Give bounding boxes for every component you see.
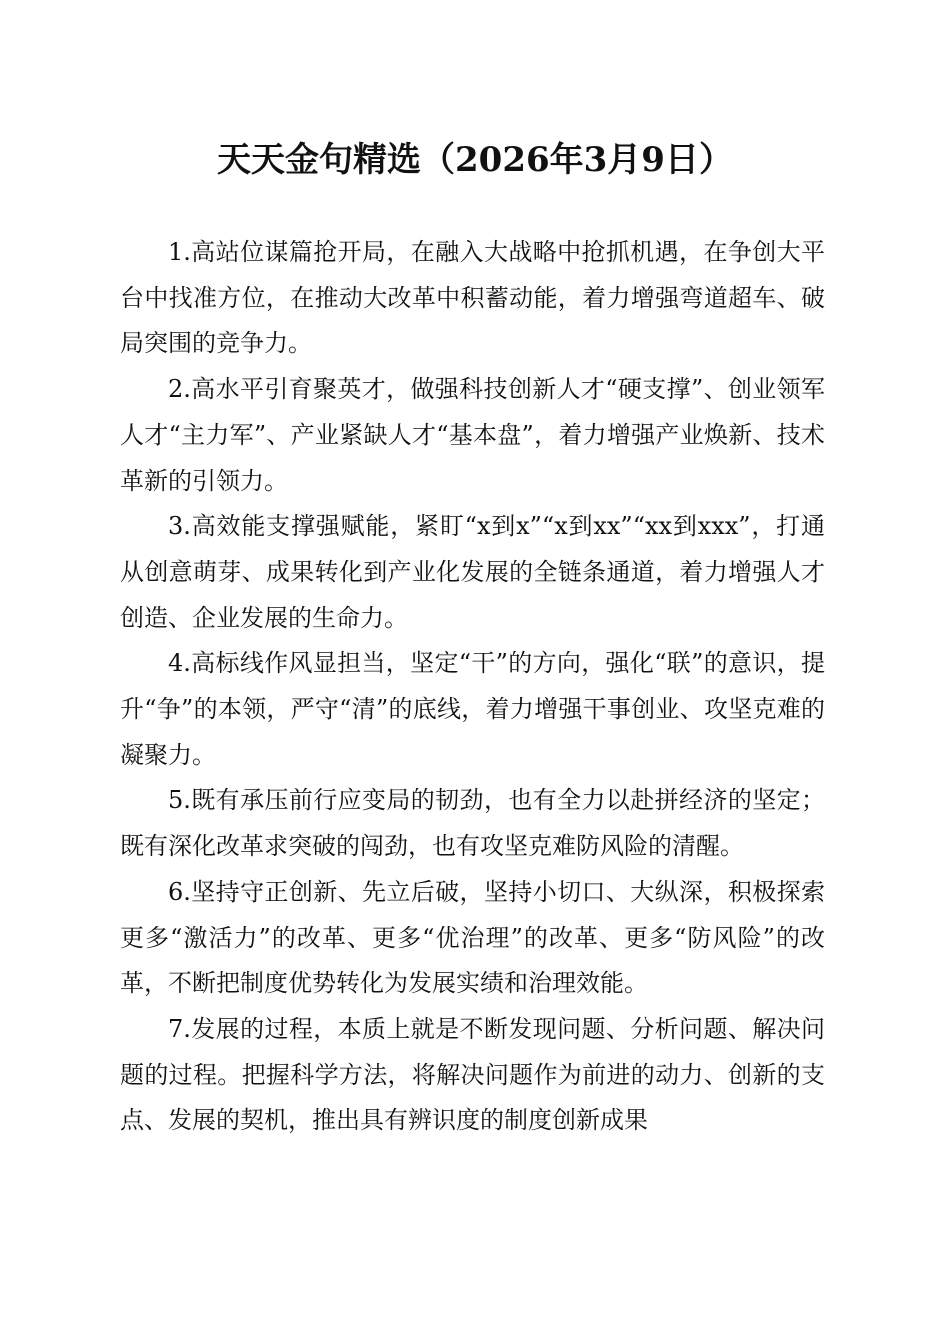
document-title: 天天金句精选（2026年3月9日） <box>217 140 733 180</box>
paragraph-5: 5.既有承压前行应变局的韧劲，也有全力以赴拼经济的坚定；既有深化改革求突破的闯劲，也有攻坚克难防风险的清醒。 <box>120 786 825 861</box>
paragraph-6: 6.坚持守正创新、先立后破，坚持小切口、大纵深，积极探索更多“激活力”的改革、更多“优治理”的改革、更多“防风险”的改革，不断把制度优势转化为发展实绩和治理效能。 <box>120 877 825 998</box>
paragraph-4: 4.高标线作风显担当，坚定“干”的方向，强化“联”的意识，提升“争”的本领，严守“清”的底线，着力增强干事创业、攻坚克难的凝聚力。 <box>120 649 825 769</box>
document-body <box>120 230 825 1144</box>
paragraph-3: 3.高效能支撑强赋能，紧盯“x到x”“x到xx”“xx到xxx”，打通从创意萌芽、成果转化到产业化发展的全链条通道，着力增强人才创造、企业发展的生命力。 <box>120 512 825 632</box>
paragraph-2: 2.高水平引育聚英才，做强科技创新人才“硬支撑”、创业领军人才“主力军”、产业紧缺人才“基本盘”，着力增强产业焕新、技术革新的引领力。 <box>120 375 825 495</box>
paragraph-7: 7.发展的过程，本质上就是不断发现问题、分析问题、解决问题的过程。把握科学方法，将解决问题作为前进的动力、创新的支点、发展的契机，推出具有辨识度的制度创新成果 <box>120 1014 825 1135</box>
paragraph-1: 1.高站位谋篇抢开局，在融入大战略中抢抓机遇，在争创大平台中找准方位，在推动大改革中积蓄动能，着力增强弯道超车、破局突围的竞争力。 <box>120 238 825 358</box>
